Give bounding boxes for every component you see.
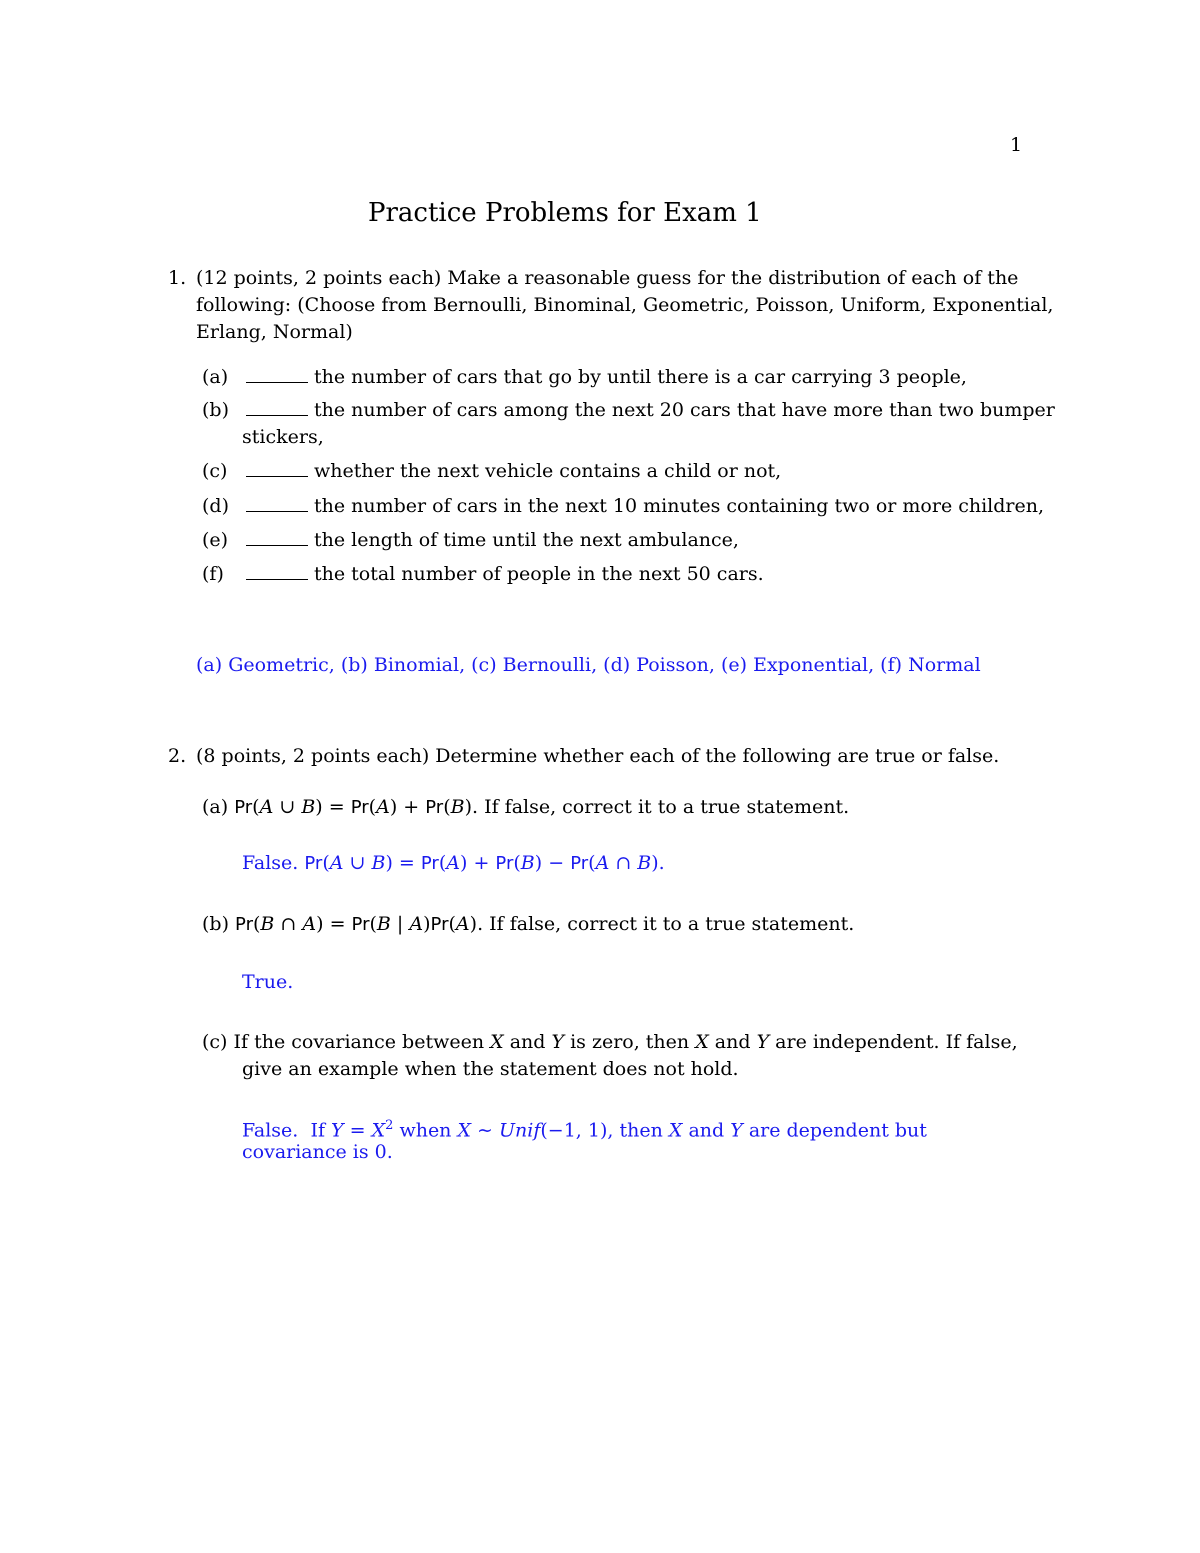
q2-c-text: and (714, 1031, 751, 1053)
q2-c-answer-line2: covariance is 0. (242, 1141, 393, 1163)
answer-blank (246, 493, 308, 512)
q2-c-answer-text: and (688, 1119, 725, 1142)
q2-c-answer-text: If (310, 1119, 325, 1142)
q2-text: (8 points, 2 points each) Determine whether each of the following are true or false. (196, 745, 1000, 767)
q2-item-c: (c) If the covariance between X and Y is zero, then X and Y are independent. If false, (202, 1031, 1018, 1053)
q1-text-line3: Erlang, Normal) (196, 321, 353, 343)
q2-item-label: (a) (202, 796, 229, 818)
q1-item-a (202, 364, 967, 391)
q2-item-a (202, 794, 849, 821)
answer-blank (246, 364, 308, 383)
q1-text-line1: (12 points, 2 points each) Make a reasonable guess for the distribution of each of the (196, 267, 1019, 289)
q2-c-answer-text: False. (242, 1119, 299, 1142)
q2-a-formula: Pr(A ∪ B) = Pr(A) + Pr(B) (234, 796, 472, 818)
q2-b-answer: True. (242, 971, 294, 993)
q2-item-b (202, 911, 854, 938)
q1-item-label: (c) (202, 460, 228, 482)
q1-number: 1. (168, 267, 187, 289)
q2-a-answer (242, 850, 665, 877)
q2-a-answer-prefix: False. (242, 852, 299, 874)
q1-item-b (202, 397, 1055, 424)
q1-item-text: the total number of people in the next 50 cars. (314, 563, 764, 585)
q1-answer: (a) Geometric, (b) Binomial, (c) Bernoulli, (d) Poisson, (e) Exponential, (f) Normal (196, 654, 981, 676)
q2-b-formula: Pr(B ∩ A) = Pr(B | A)Pr(A) (235, 913, 478, 935)
q1-item-d (202, 493, 1044, 520)
page-title: Practice Problems for Exam 1 (368, 198, 762, 228)
q2-c-answer-text: , then (607, 1119, 663, 1142)
q2-c-text: and (509, 1031, 546, 1053)
answer-blank (246, 458, 308, 477)
q1-item-text: whether the next vehicle contains a child or not, (314, 460, 782, 482)
q1-item-b-cont: stickers, (242, 426, 324, 448)
q2-c-line2: give an example when the statement does not hold. (242, 1058, 739, 1080)
q2-a-answer-formula: Pr(A ∪ B) = Pr(A) + Pr(B) − Pr(A ∩ B). (304, 852, 665, 874)
q1-item-text: the number of cars among the next 20 cars that have more than two bumper (314, 399, 1055, 421)
q1-item-label: (f) (202, 563, 224, 585)
q2-b-tail: . If false, correct it to a true statement. (477, 913, 855, 935)
q2-c-text: are independent. If false, (775, 1031, 1018, 1053)
q2-c-text: is zero, then (570, 1031, 690, 1053)
q2-a-tail: . If false, correct it to a true statement. (472, 796, 850, 818)
q1-text-line2: following: (Choose from Bernoulli, Binominal, Geometric, Poisson, Uniform, Exponential, (196, 294, 1054, 316)
q2-c-answer-text: when (399, 1119, 452, 1142)
q1-item-label: (a) (202, 366, 229, 388)
q2-c-answer: False. If $Y = X^2$ when X ∼ Unif(−1, 1), then X and Y are dependent but (242, 1118, 927, 1142)
q2-c-text: If the covariance between (233, 1031, 485, 1053)
answer-blank (246, 527, 308, 546)
q1-item-text: the length of time until the next ambulance, (314, 529, 739, 551)
q1-item-label: (d) (202, 495, 229, 517)
q1-item-text: the number of cars in the next 10 minutes containing two or more children, (314, 495, 1045, 517)
q1-item-label: (b) (202, 399, 229, 421)
q1-item-e (202, 527, 739, 554)
q1-item-label: (e) (202, 529, 229, 551)
q1-item-f (202, 561, 764, 588)
answer-blank (246, 561, 308, 580)
page-number: 1 (1010, 134, 1023, 156)
q2-number: 2. (168, 745, 187, 767)
q1-item-text: the number of cars that go by until there is a car carrying 3 people, (314, 366, 967, 388)
q2-item-label: (b) (202, 913, 229, 935)
q1-item-c (202, 458, 781, 485)
q2-c-answer-text: are dependent but (748, 1119, 927, 1142)
q2-item-label: (c) (202, 1031, 228, 1053)
answer-blank (246, 397, 308, 416)
